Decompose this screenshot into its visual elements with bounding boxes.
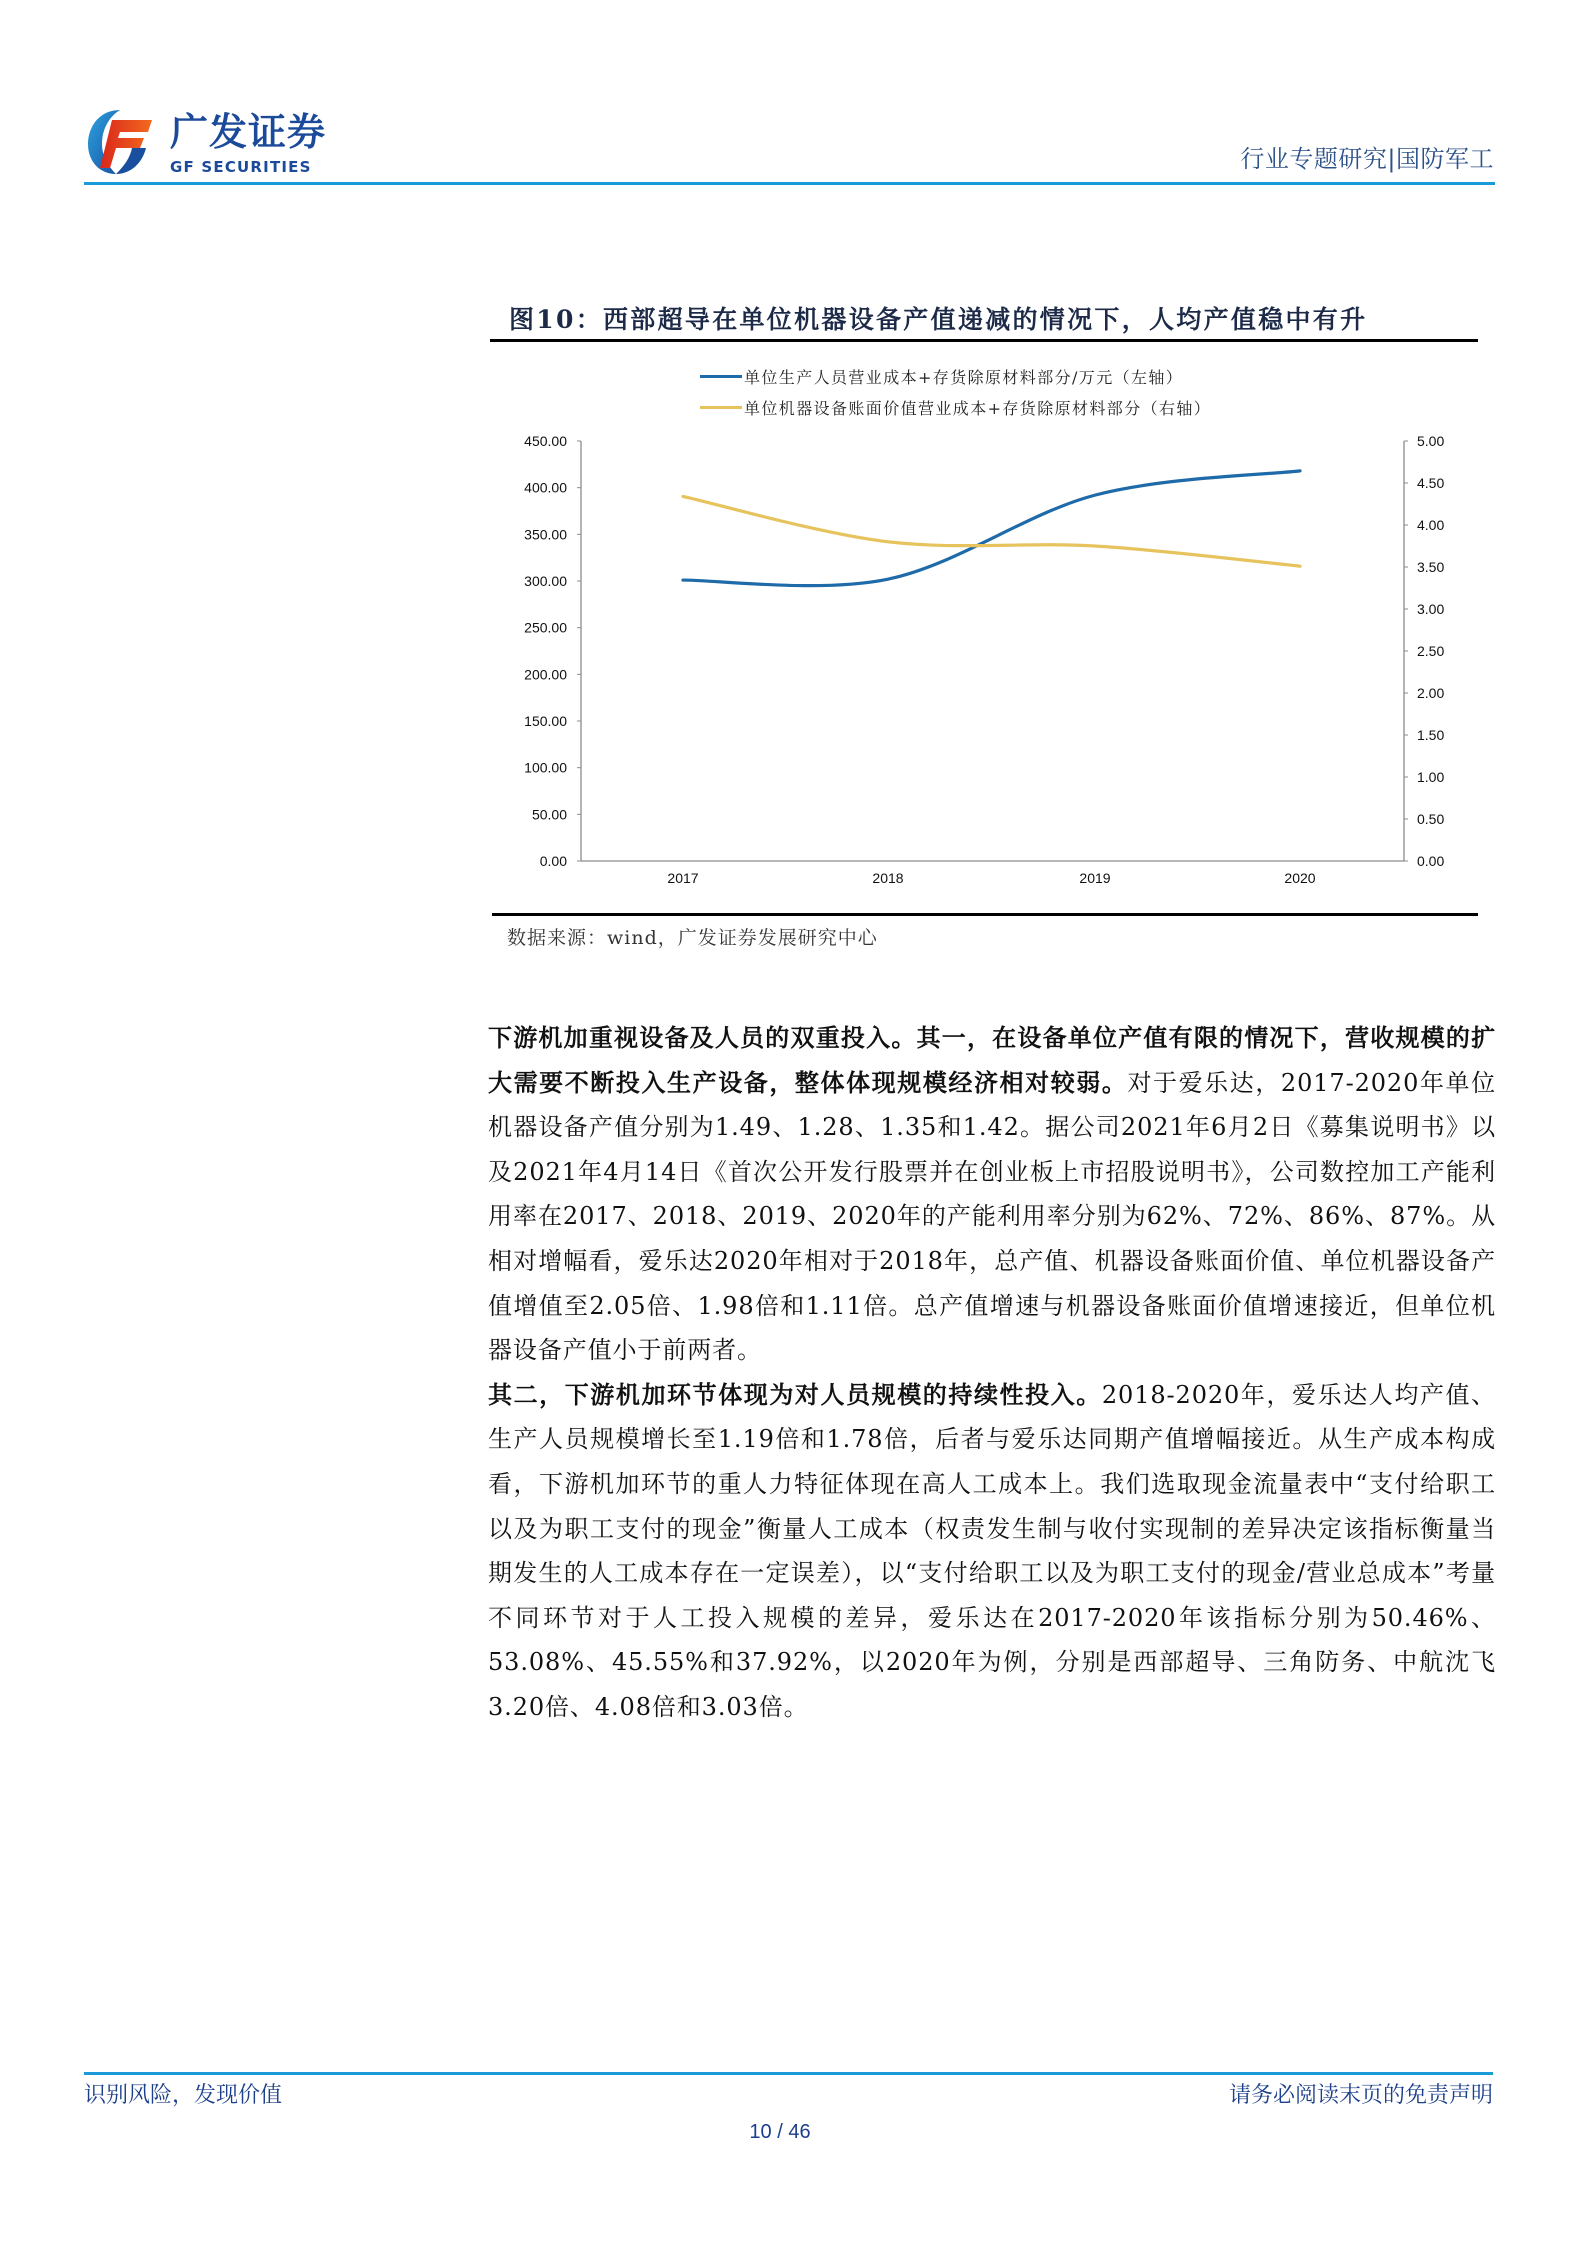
figure-bottom-rule — [492, 913, 1478, 916]
right-axis-tick-label: 3.50 — [1417, 559, 1445, 575]
right-axis-tick-label: 3.00 — [1417, 601, 1445, 617]
paragraph-2-body: 2018-2020年，爱乐达人均产值、生产人员规模增长至1.19倍和1.78倍，后者与爱乐达同期产值增幅接近。从生产成本构成看，下游机加环节的重人力特征体现在高人工成本上。我们选取现金流量表中“支付给职工以及为职工支付的现金”衡量人工成本（权责发生制与收付实现制的差异决定该指标衡量当期发生的人工成本存在一定误差），以“支付给职工以及为职工支付的现金/营业总成本”考量不同环节对于人工投入规模的差异，爱乐达在2017-2020年该指标分别为50.46%、53.08%、45.55%和37.92%，以2020年为例，分别是西部超导、三角防务、中航沈飞3.20倍、4.08倍和3.03倍。 — [488, 1380, 1496, 1721]
figure-title: 图10：西部超导在单位机器设备产值递减的情况下，人均产值稳中有升 — [509, 305, 1368, 334]
left-axis-tick-label: 150.00 — [524, 713, 567, 729]
report-section-label: 行业专题研究|国防军工 — [1240, 145, 1494, 173]
disclaimer-link[interactable]: 请务必阅读末页的免责声明 — [1228, 2083, 1493, 2108]
x-axis-tick-label: 2018 — [872, 870, 904, 886]
paragraph-1-body: 对于爱乐达，2017-2020年单位机器设备产值分别为1.49、1.28、1.35和1.42。据公司2021年6月2日《募集说明书》以及2021年4月14日《首次公开发行股票并在创业板上市招股说明书》，公司数控加工产能利用率在2017、2018、2019、2020年的产能利用率分别为62%、72%、86%、87%。从相对增幅看，爱乐达2020年相对于2018年，总产值、机器设备账面价值、单位机器设备产值增值至2.05倍、1.98倍和1.11倍。总产值增速与机器设备账面价值增速接近，但单位机器设备产值小于前两者。 — [488, 1068, 1496, 1365]
left-axis-tick-label: 250.00 — [524, 619, 567, 636]
left-axis-tick-label: 350.00 — [524, 526, 567, 543]
legend-item-right-axis-series — [700, 396, 1211, 418]
series-line-left-axis — [683, 471, 1300, 586]
legend-label: 单位机器设备账面价值营业成本+存货除原材料部分（右轴） — [744, 398, 1212, 418]
legend-swatch-yellow — [700, 406, 742, 409]
legend-swatch-blue — [700, 375, 742, 378]
right-axis-tick-label: 0.50 — [1417, 811, 1445, 827]
left-axis-tick-label: 100.00 — [524, 759, 567, 776]
x-axis-tick-label: 2020 — [1284, 870, 1316, 886]
right-axis-tick-label: 1.50 — [1417, 727, 1445, 743]
right-axis-tick-label: 5.00 — [1417, 433, 1445, 449]
paragraph-2-lead: 其二，下游机加环节体现为对人员规模的持续性投入。 — [488, 1379, 1102, 1409]
figure-top-rule — [490, 339, 1478, 342]
right-axis-tick-label: 4.50 — [1417, 475, 1445, 491]
paragraph-1-lead: 下游机加重视设备及人员的双重投入。其一，在设备单位产值有限的情况下，营收规模的扩大需要不断投入生产设备，整体体现规模经济相对较弱。 — [488, 1023, 1496, 1097]
legend-label: 单位生产人员营业成本+存货除原材料部分/万元（左轴） — [744, 367, 1184, 387]
left-axis-tick-label: 400.00 — [524, 479, 567, 496]
data-source-note: 数据来源：wind，广发证券发展研究中心 — [507, 927, 878, 949]
right-axis-tick-label: 2.50 — [1417, 643, 1445, 659]
gf-logo-icon — [86, 108, 154, 176]
right-axis-tick-label: 0.00 — [1417, 853, 1445, 869]
gf-securities-logo — [86, 106, 332, 178]
footer-slogan: 识别风险，发现价值 — [84, 2083, 283, 2108]
series-line-right-axis — [683, 496, 1300, 566]
footer-divider — [84, 2072, 1493, 2075]
left-axis-tick-label: 200.00 — [524, 666, 567, 683]
logo-english-text: GF SECURITIES — [170, 158, 312, 176]
left-axis-tick-label: 300.00 — [524, 573, 567, 589]
line-chart — [480, 420, 1480, 900]
x-axis-tick-label: 2019 — [1079, 870, 1111, 886]
left-axis-tick-label: 0.00 — [539, 853, 567, 869]
right-axis-tick-label: 4.00 — [1417, 517, 1445, 533]
page-number: 10 / 46 — [749, 2121, 811, 2143]
right-axis-tick-label: 1.00 — [1417, 769, 1445, 785]
right-axis-tick-label: 2.00 — [1417, 685, 1445, 701]
logo-chinese-text: 广发证券 — [170, 110, 327, 154]
left-axis-tick-label: 50.00 — [531, 806, 567, 823]
x-axis-tick-label: 2017 — [667, 870, 699, 886]
analysis-paragraph — [488, 1016, 1496, 1730]
header-divider — [84, 182, 1495, 185]
left-axis-tick-label: 450.00 — [524, 433, 567, 449]
legend-item-left-axis-series — [700, 365, 1183, 387]
